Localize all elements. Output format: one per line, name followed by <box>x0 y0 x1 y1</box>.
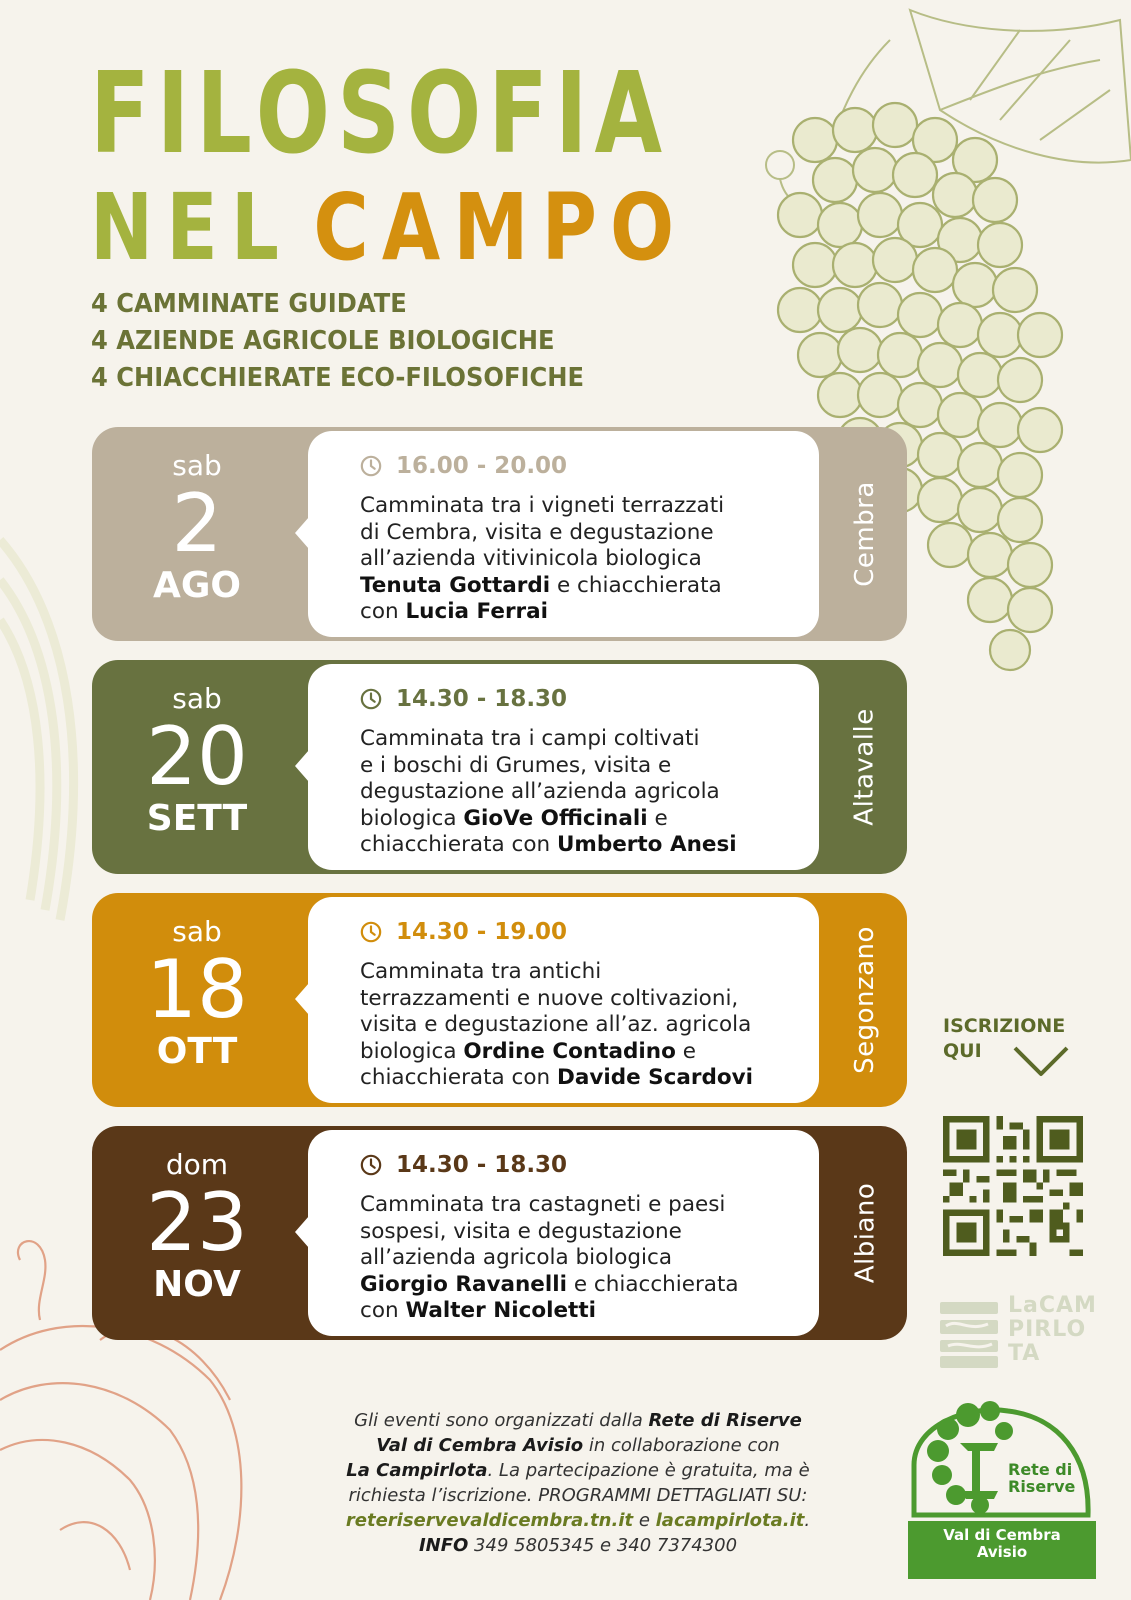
event-location <box>823 660 907 874</box>
footer-bold: La Campirlota <box>346 1460 488 1481</box>
footer-text: . La partecipazione è gratuita, ma è <box>487 1460 810 1481</box>
clock-icon <box>360 1154 382 1176</box>
event-location <box>823 1126 907 1340</box>
qr-code[interactable] <box>943 1116 1083 1256</box>
website-link-campirlota[interactable]: lacampirlota.it <box>655 1510 805 1531</box>
farm-name: Tenuta Gottardi <box>360 572 551 598</box>
desc-line: biologica <box>360 805 464 831</box>
event-location <box>823 893 907 1107</box>
footer-text: Gli eventi sono organizzati dalla <box>354 1410 649 1431</box>
desc-line: e i boschi di Grumes, visita e <box>360 752 672 778</box>
event-details <box>308 897 819 1103</box>
event-description <box>360 493 810 626</box>
desc-line: all’azienda agricola biologica <box>360 1245 673 1270</box>
clock-icon <box>360 688 382 710</box>
chevron-down-icon <box>1011 1044 1071 1078</box>
registration-line-1: ISCRIZIONE <box>943 1015 1066 1037</box>
campirlota-text-3: TA <box>1008 1341 1041 1366</box>
clock-icon <box>360 921 382 943</box>
subtitle-item: 4 AZIENDE AGRICOLE BIOLOGICHE <box>91 326 555 356</box>
event-details <box>308 431 819 637</box>
event-description <box>360 1192 810 1325</box>
campirlota-text-2: PIRLO <box>1008 1317 1087 1342</box>
event-weekday: sab <box>172 682 222 715</box>
event-details <box>308 1130 819 1336</box>
event-time <box>360 1152 567 1178</box>
campirlota-logo <box>938 1293 1097 1374</box>
event-time-text: 14.30 - 18.30 <box>396 1152 568 1178</box>
poster-title <box>90 49 833 281</box>
event-day: 2 <box>171 477 223 570</box>
event-date <box>92 1126 302 1340</box>
subtitle-item: 4 CAMMINATE GUIDATE <box>91 289 407 319</box>
speaker-name: Lucia Ferrai <box>405 599 549 624</box>
footer-text: e <box>633 1510 656 1531</box>
desc-line: sospesi, visita e degustazione <box>360 1218 682 1244</box>
desc-line: di Cembra, visita e degustazione <box>360 519 714 545</box>
event-card-altavalle <box>92 660 907 874</box>
event-time <box>360 919 567 945</box>
event-time-text: 14.30 - 19.00 <box>396 919 568 945</box>
desc-line: degustazione all’azienda agricola <box>360 779 720 804</box>
subtitle-list <box>91 286 621 397</box>
event-time <box>360 453 567 479</box>
farm-name: GioVe Officinali <box>463 805 648 831</box>
event-day: 18 <box>146 943 248 1036</box>
footer-text: in collaborazione con <box>583 1435 780 1456</box>
desc-line: Camminata tra i campi coltivati <box>360 726 700 751</box>
title-line-1: FILOSOFIA <box>90 49 670 179</box>
event-card-segonzano <box>92 893 907 1107</box>
event-weekday: dom <box>165 1148 229 1181</box>
speaker-name: Umberto Anesi <box>556 832 737 857</box>
footer-text: richiesta l’iscrizione. PROGRAMMI DETTAGLIATI SU: <box>348 1485 808 1506</box>
desc-line: e chiacchierata <box>567 1271 739 1297</box>
footer-note <box>318 1408 838 1558</box>
title-campo: CAMPO <box>313 174 688 281</box>
campirlota-text-1: LaCAM <box>1008 1293 1097 1318</box>
event-day: 23 <box>146 1176 248 1269</box>
event-details <box>308 664 819 870</box>
speaker-name: Walter Nicoletti <box>405 1298 596 1323</box>
location-label: Altavalle <box>850 708 880 826</box>
rete-riserve-title <box>1008 1461 1075 1495</box>
footer-bold: Rete di Riserve <box>648 1410 802 1431</box>
desc-line: visita e degustazione all’az. agricola <box>360 1012 752 1037</box>
event-day: 20 <box>146 710 248 803</box>
info-phones: 349 5805345 e 340 7374300 <box>468 1535 738 1556</box>
event-date <box>92 427 302 641</box>
website-link-rete[interactable]: reteriservevaldicembra.tn.it <box>345 1510 634 1531</box>
location-label: Albiano <box>850 1182 880 1284</box>
event-month: AGO <box>152 565 241 606</box>
clock-icon <box>360 455 382 477</box>
desc-line: terrazzamenti e nuove coltivazioni, <box>360 985 739 1011</box>
speaker-name: Davide Scardovi <box>556 1065 754 1090</box>
rete-text-1: Rete di <box>1008 1460 1073 1479</box>
desc-line: e <box>647 805 668 831</box>
desc-line: e <box>675 1038 696 1064</box>
event-location <box>823 427 907 641</box>
desc-line: con <box>360 1298 406 1323</box>
event-time <box>360 686 567 712</box>
desc-line: all’azienda vitivinicola biologica <box>360 546 702 571</box>
rete-text-2: Riserve <box>1008 1477 1076 1496</box>
event-card-cembra <box>92 427 907 641</box>
registration-callout <box>943 1014 1065 1064</box>
subtitle-item: 4 CHIACCHIERATE ECO-FILOSOFICHE <box>91 363 584 393</box>
event-month: OTT <box>156 1031 238 1072</box>
title-line-2 <box>90 174 699 281</box>
desc-line: chiacchierata con <box>360 832 557 857</box>
registration-line-2: QUI <box>943 1040 982 1062</box>
rete-banner-line-2: Avisio <box>976 1543 1028 1561</box>
footer-bold: Val di Cembra Avisio <box>376 1435 584 1456</box>
event-weekday: sab <box>172 449 222 482</box>
campirlota-emblem-icon <box>938 1298 1002 1370</box>
desc-line: chiacchierata con <box>360 1065 557 1090</box>
event-month: NOV <box>153 1264 241 1305</box>
event-time-text: 14.30 - 18.30 <box>396 686 568 712</box>
desc-line: biologica <box>360 1038 464 1064</box>
rete-riserve-logo <box>908 1395 1098 1581</box>
info-label: INFO <box>418 1535 469 1556</box>
event-date <box>92 893 302 1107</box>
event-time-text: 16.00 - 20.00 <box>396 453 568 479</box>
title-nel: NEL <box>90 174 293 281</box>
location-label: Cembra <box>850 481 881 587</box>
rete-banner-line-1: Val di Cembra <box>943 1526 1061 1544</box>
desc-line: e chiacchierata <box>550 572 722 598</box>
event-card-albiano <box>92 1126 907 1340</box>
event-description <box>360 959 810 1092</box>
desc-line: Camminata tra i vigneti terrazzati <box>360 493 725 518</box>
footer-text: . <box>804 1510 811 1531</box>
desc-line: Camminata tra antichi <box>360 959 602 984</box>
rete-riserve-banner <box>908 1521 1096 1579</box>
desc-line: Camminata tra castagneti e paesi <box>360 1192 726 1217</box>
desc-line: con <box>360 599 406 624</box>
event-month: SETT <box>146 798 248 839</box>
event-description <box>360 726 810 859</box>
event-weekday: sab <box>172 915 222 948</box>
location-label: Segonzano <box>850 926 881 1074</box>
farm-name: Giorgio Ravanelli <box>360 1271 567 1297</box>
farm-name: Ordine Contadino <box>463 1038 676 1064</box>
event-date <box>92 660 302 874</box>
